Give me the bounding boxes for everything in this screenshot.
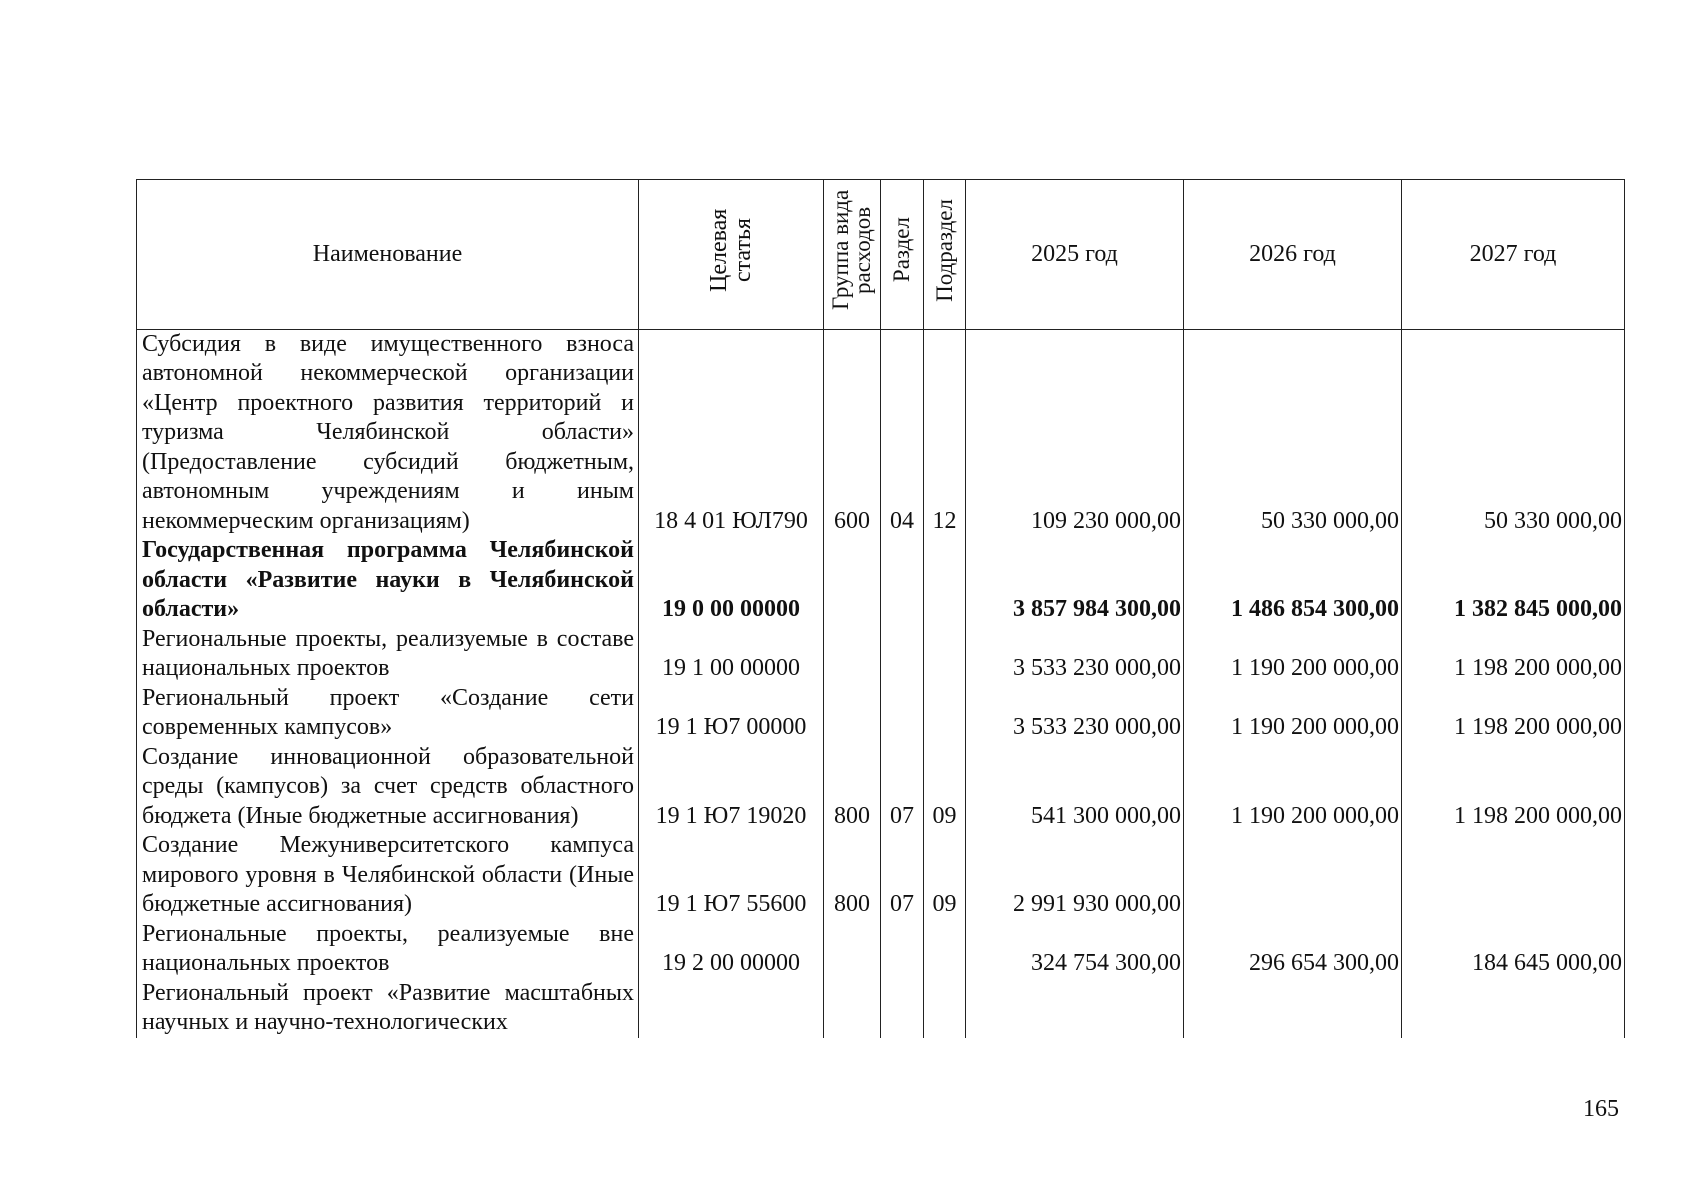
row-2025: 109 230 000,00: [966, 329, 1184, 536]
header-subsection: [924, 180, 966, 330]
row-group: [824, 920, 881, 979]
row-2027: 50 330 000,00: [1402, 329, 1625, 536]
row-section: [881, 625, 924, 684]
row-group: 800: [824, 831, 881, 920]
row-name: Создание Межуниверситетского кампуса мирового уровня в Челябинской области (Иные бюджетные ассигнования): [137, 831, 639, 920]
header-name: Наименование: [137, 180, 639, 330]
row-subsection: [924, 920, 966, 979]
header-section-label: Раздел: [889, 217, 914, 283]
row-2026: 1 190 200 000,00: [1184, 625, 1402, 684]
row-2027: 1 198 200 000,00: [1402, 625, 1625, 684]
row-name: Региональные проекты, реализуемые вне национальных проектов: [137, 920, 639, 979]
table-row: [137, 831, 1625, 920]
header-2025: 2025 год: [966, 180, 1184, 330]
header-group-label: Группа вида расходов: [828, 189, 875, 311]
row-code: 19 1 Ю7 00000: [639, 684, 824, 743]
table-row: [137, 329, 1625, 536]
row-code: 19 1 Ю7 55600: [639, 831, 824, 920]
row-subsection: [924, 684, 966, 743]
row-group: [824, 684, 881, 743]
row-2025: [966, 979, 1184, 1038]
row-2025: 324 754 300,00: [966, 920, 1184, 979]
row-subsection: 09: [924, 831, 966, 920]
table-row: [137, 536, 1625, 625]
row-2027: 1 382 845 000,00: [1402, 536, 1625, 625]
row-name: Создание инновационной образовательной среды (кампусов) за счет средств областного бюджета (Иные бюджетные ассигнования): [137, 743, 639, 832]
row-section: 04: [881, 329, 924, 536]
row-2027: 184 645 000,00: [1402, 920, 1625, 979]
row-subsection: [924, 536, 966, 625]
row-subsection: 09: [924, 743, 966, 832]
row-name: Региональный проект «Создание сети современных кампусов»: [137, 684, 639, 743]
row-section: 07: [881, 743, 924, 832]
page-number: 165: [1583, 1096, 1619, 1122]
row-2026: [1184, 979, 1402, 1038]
row-2026: 1 190 200 000,00: [1184, 684, 1402, 743]
header-group: [824, 180, 881, 330]
header-code: [639, 180, 824, 330]
row-2025: 2 991 930 000,00: [966, 831, 1184, 920]
row-name: Государственная программа Челябинской области «Развитие науки в Челябинской области»: [137, 536, 639, 625]
row-subsection: [924, 979, 966, 1038]
header-section: [881, 180, 924, 330]
row-2026: [1184, 831, 1402, 920]
row-section: [881, 920, 924, 979]
budget-table-container: [136, 179, 1624, 1038]
row-code: [639, 979, 824, 1038]
row-2027: [1402, 831, 1625, 920]
row-code: 19 2 00 00000: [639, 920, 824, 979]
row-2025: 3 533 230 000,00: [966, 625, 1184, 684]
row-group: 600: [824, 329, 881, 536]
row-code: 19 1 Ю7 19020: [639, 743, 824, 832]
row-2026: 296 654 300,00: [1184, 920, 1402, 979]
row-code: 19 1 00 00000: [639, 625, 824, 684]
row-subsection: 12: [924, 329, 966, 536]
row-group: [824, 625, 881, 684]
row-name: Субсидия в виде имущественного взноса автономной некоммерческой организации «Центр проектного развития территорий и туризма Челябинской области» (Предоставление субсидий бюджетным, автономным учреждениям и иным некоммерческим организациям): [137, 329, 639, 536]
row-2025: 3 533 230 000,00: [966, 684, 1184, 743]
header-code-label: Целевая статья: [706, 208, 756, 292]
row-name: Региональные проекты, реализуемые в составе национальных проектов: [137, 625, 639, 684]
table-row: [137, 743, 1625, 832]
row-2025: 541 300 000,00: [966, 743, 1184, 832]
row-section: [881, 536, 924, 625]
row-section: 07: [881, 831, 924, 920]
row-subsection: [924, 625, 966, 684]
header-2026: 2026 год: [1184, 180, 1402, 330]
row-2027: 1 198 200 000,00: [1402, 684, 1625, 743]
row-code: 18 4 01 ЮЛ790: [639, 329, 824, 536]
row-section: [881, 684, 924, 743]
table-header-row: [137, 180, 1625, 330]
table-row: [137, 684, 1625, 743]
row-group: [824, 536, 881, 625]
row-2025: 3 857 984 300,00: [966, 536, 1184, 625]
row-section: [881, 979, 924, 1038]
row-2026: 50 330 000,00: [1184, 329, 1402, 536]
header-subsection-label: Подраздел: [931, 198, 957, 302]
table-row: [137, 920, 1625, 979]
row-code: 19 0 00 00000: [639, 536, 824, 625]
row-2026: 1 190 200 000,00: [1184, 743, 1402, 832]
row-2026: 1 486 854 300,00: [1184, 536, 1402, 625]
row-group: [824, 979, 881, 1038]
row-2027: [1402, 979, 1625, 1038]
header-2027: 2027 год: [1402, 180, 1625, 330]
row-2027: 1 198 200 000,00: [1402, 743, 1625, 832]
row-group: 800: [824, 743, 881, 832]
row-name: Региональный проект «Развитие масштабных научных и научно-технологических: [137, 979, 639, 1038]
budget-table: [136, 179, 1625, 1038]
table-row: [137, 625, 1625, 684]
table-row: [137, 979, 1625, 1038]
